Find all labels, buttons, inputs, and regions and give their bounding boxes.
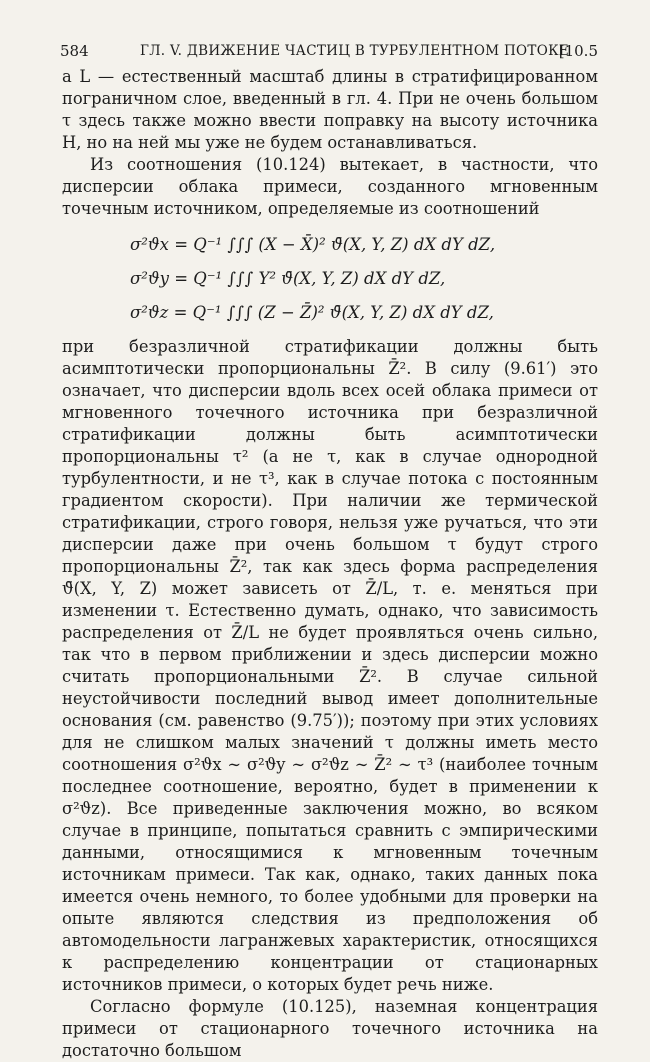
paragraph-3: при безразличной стратификации должны быть асимптотически пропорциональны Z̄². В силу (9.61′) это означает, что дисперсии вдоль всех осей облака примеси от мгновенного точечного источника при безразличной стратификации должны быть асимптотически пропорциональны τ² (а не τ, как в случае однородной турбулентности, и не τ³, как в случае потока с постоянным градиентом скорости). При наличии же термической стратификации, строго говоря, нельзя уже ручаться, что эти дисперсии даже при очень большом τ будут строго пропорциональны Z̄², так как здесь форма распределения ϑ̄(X, Y, Z) может зависеть от Z̄/L, т. е. меняться при изменении τ. Естественно думать, однако, что зависимость распределения от Z̄/L не будет проявляться очень сильно, так что в первом приближении и здесь дисперсии можно считать пропорциональными Z̄². В случае сильной неустойчивости последний вывод имеет дополнительные основания (см. равенство (9.75′)); поэтому при этих условиях для не слишком малых значений τ должны иметь место соотношения σ²ϑx ∼ σ²ϑy ∼ σ²ϑz ∼ Z̄² ∼ τ³ (наиболее точным последнее соотношение, вероятно, будет в применении к σ²ϑz). Все приведенные заключения можно, во всяком случае в принципе, попытаться сравнить с эмпирическими данными, относящимися к мгновенным точечным источникам примеси. Так как, однако, таких данных пока имеется очень немного, то более удобными для проверки на опыте являются следствия из предположения об автомодельности лагранжевых характеристик, относящихся к распределению концентрации от стационарных источников примеси, о которых будет речь ниже. (62, 337, 598, 994)
formula-sigma-x: σ²ϑx = Q⁻¹ ∫∫∫ (X − X̄)² ϑ̄(X, Y, Z) dX dY dZ, (130, 235, 496, 254)
formula-sigma-y: σ²ϑy = Q⁻¹ ∫∫∫ Y² ϑ̄(X, Y, Z) dX dY dZ, (130, 269, 446, 288)
formula-block (62, 228, 598, 330)
running-title: ГЛ. V. ДВИЖЕНИЕ ЧАСТИЦ В ТУРБУЛЕНТНОМ ПОТОКЕ (140, 43, 569, 59)
page-header (60, 42, 598, 66)
paragraph-4: Согласно формуле (10.125), наземная концентрация примеси от стационарного точечного источника на достаточно большом (62, 997, 598, 1060)
paragraph-2: Из соотношения (10.124) вытекает, в частности, что дисперсии облака примеси, созданного мгновенным точечным источником, определяемые из соотношений (62, 155, 598, 218)
page-number: 584 (60, 42, 89, 60)
paragraph-1: а L — естественный масштаб длины в стратифицированном пограничном слое, введенный в гл. 4. При не очень большом τ здесь также можно ввести поправку на высоту источника H, но на ней мы уже не будем останавливаться. (62, 67, 598, 152)
section-number: [10.5 (558, 42, 598, 60)
formula-sigma-z: σ²ϑz = Q⁻¹ ∫∫∫ (Z − Z̄)² ϑ̄(X, Y, Z) dX dY dZ, (130, 303, 494, 322)
page-body (62, 66, 598, 1062)
